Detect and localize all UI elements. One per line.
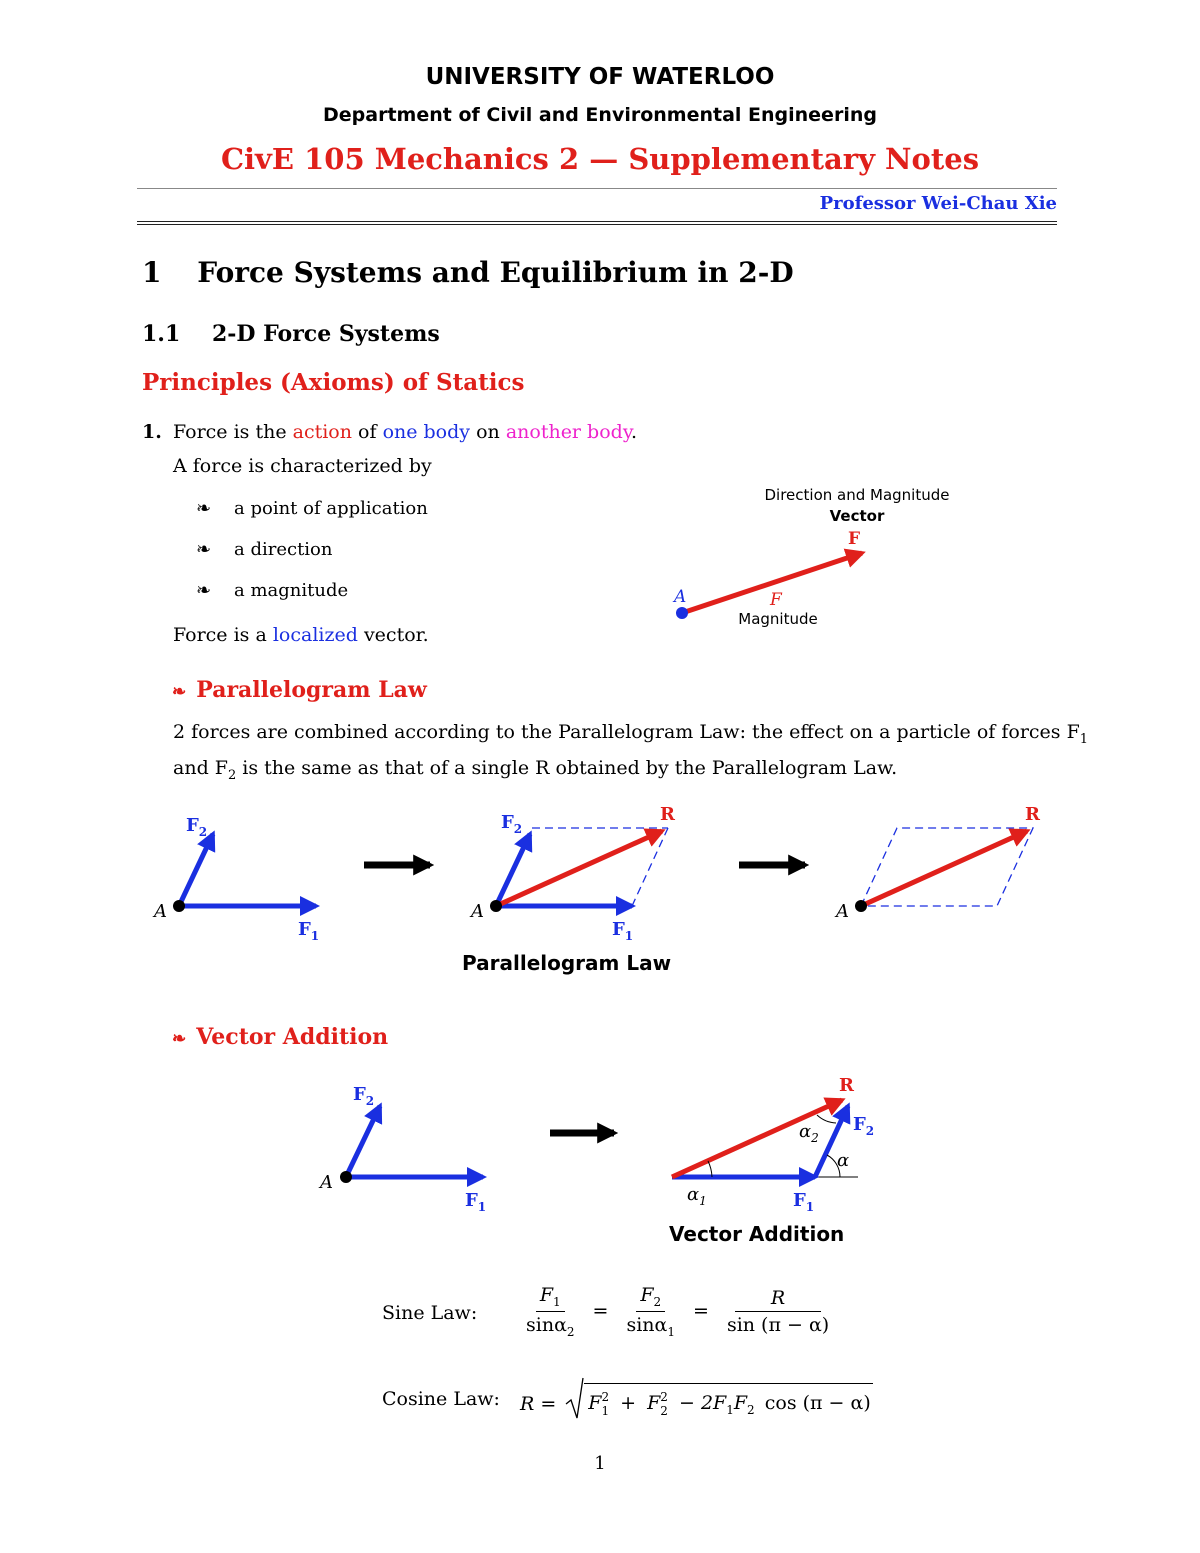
subscript: 1	[553, 1294, 561, 1309]
text-segment: vector.	[363, 624, 429, 646]
professor-name: Professor Wei-Chau Xie	[819, 193, 1057, 214]
f2-arrow	[346, 1106, 380, 1177]
resultant-label: R	[660, 804, 675, 825]
symbol: F	[640, 1284, 654, 1306]
subscript: 1	[477, 1200, 487, 1214]
denominator	[522, 1312, 579, 1339]
chapter-heading	[142, 256, 794, 289]
direction-label: Direction and Magnitude	[764, 486, 950, 504]
parallelogram-text-line1	[173, 721, 1088, 747]
lhs: R =	[520, 1393, 557, 1415]
f1-label	[612, 919, 633, 943]
magnitude-label: Magnitude	[738, 610, 818, 628]
subscript: 1	[1079, 731, 1089, 747]
course-title: CivE 105 Mechanics 2 — Supplementary Notes	[220, 142, 980, 176]
point-a	[340, 1171, 352, 1183]
numerator	[636, 1284, 665, 1312]
text-segment: on	[476, 421, 500, 443]
triangle-diagram	[672, 1075, 874, 1214]
text-segment: and F	[173, 757, 228, 779]
floral-heart-icon: ❧	[196, 539, 212, 560]
subscript: 2	[365, 1094, 375, 1108]
numerator: R	[735, 1287, 821, 1312]
vector-addition-caption: Vector Addition	[669, 1222, 845, 1246]
sine-law-equation	[516, 1284, 839, 1339]
symbol: sinα	[626, 1313, 668, 1336]
parallelogram-heading-text: Parallelogram Law	[196, 677, 427, 703]
header-rule-2	[137, 224, 1057, 225]
equals-sign: =	[592, 1300, 609, 1323]
symbol: F	[733, 1391, 748, 1414]
f-letter: F	[853, 1114, 866, 1135]
fraction	[723, 1287, 833, 1336]
vector-label: Vector	[829, 507, 885, 525]
superscript: 2	[601, 1389, 610, 1404]
subscript: 1	[624, 929, 634, 943]
chapter-number: 1	[142, 256, 162, 289]
equals-sign: =	[693, 1300, 709, 1323]
force-magnitude-label: F	[770, 590, 782, 610]
resultant-label: R	[1025, 804, 1040, 825]
denominator	[622, 1312, 679, 1339]
section-title: 2-D Force Systems	[211, 321, 440, 347]
f-letter: F	[353, 1084, 366, 1105]
action-word: action	[292, 421, 352, 443]
sine-law-label: Sine Law:	[382, 1302, 478, 1324]
subscript: 1	[805, 1200, 815, 1214]
floral-heart-icon: ❧	[196, 580, 212, 601]
f-letter: F	[298, 919, 311, 940]
point-a-label: A	[320, 1172, 333, 1193]
one-body-word: one body	[382, 421, 471, 443]
subscript: 2	[566, 1324, 575, 1339]
radicand	[584, 1383, 872, 1418]
text-segment: Force is a	[173, 624, 267, 646]
cosine-law-equation	[520, 1372, 873, 1422]
point-a-label: A	[836, 901, 849, 922]
f1-label	[465, 1190, 486, 1214]
point-a-label: A	[471, 901, 484, 922]
f1-label	[298, 919, 319, 943]
chapter-title: Force Systems and Equilibrium in 2-D	[197, 256, 794, 289]
item-number: 1.	[142, 421, 162, 443]
numerator	[536, 1284, 565, 1312]
subscript: 2	[865, 1124, 875, 1138]
symbol: sinα	[526, 1313, 567, 1336]
vector-addition-heading-text: Vector Addition	[196, 1024, 389, 1050]
f2-label	[501, 812, 522, 836]
subscript: 2	[660, 1403, 668, 1418]
f-letter: F	[793, 1190, 806, 1211]
subscript: 2	[653, 1294, 662, 1309]
department-title: Department of Civil and Environmental Engineering	[323, 104, 877, 126]
floral-heart-icon: ❧	[196, 498, 212, 519]
vector-figure	[660, 480, 990, 640]
cos-term: cos (π − α)	[764, 1391, 871, 1414]
resultant-arrow	[861, 831, 1027, 906]
parallelogram-diagram	[469, 804, 676, 943]
superscript: 2	[660, 1389, 668, 1404]
subscript: 1	[601, 1403, 610, 1418]
f2-label	[853, 1114, 874, 1138]
alpha-letter: α	[687, 1184, 700, 1205]
symbol: F	[588, 1391, 602, 1414]
bullet-text: a direction	[234, 539, 333, 560]
resultant-diagram	[834, 804, 1041, 922]
alpha1-label	[687, 1184, 707, 1208]
text-segment: 2 forces are combined according to the Parallelogram Law: the effect on a particle of forces F	[173, 721, 1080, 743]
forces-diagram	[318, 1084, 486, 1214]
resultant-label: R	[839, 1075, 854, 1096]
list-item	[196, 539, 428, 580]
text-segment: Force is the	[173, 421, 287, 443]
fraction	[522, 1284, 579, 1339]
parallelogram-caption: Parallelogram Law	[462, 951, 672, 975]
section-number: 1.1	[142, 321, 181, 347]
f-letter: F	[501, 812, 514, 833]
subscript: 2	[811, 1131, 819, 1145]
subscript: 2	[198, 825, 208, 839]
list-item	[196, 580, 428, 621]
fraction	[622, 1284, 679, 1339]
parallelogram-heading	[172, 677, 427, 703]
vector-addition-figure	[310, 1070, 890, 1220]
symbol: − 2F	[678, 1391, 727, 1414]
subsection-heading: Principles (Axioms) of Statics	[142, 369, 525, 396]
symbol: F	[647, 1391, 661, 1414]
subscript: 2	[747, 1402, 755, 1417]
localized-vector-text	[173, 624, 429, 646]
subscript: 1	[667, 1324, 676, 1339]
f2-arrow	[179, 834, 213, 906]
vector-addition-heading	[172, 1024, 388, 1050]
resultant-arrow	[496, 831, 662, 906]
alpha-letter: α	[799, 1121, 812, 1142]
floral-heart-icon: ❧	[172, 1029, 187, 1049]
parallelogram-text-line2	[173, 757, 897, 783]
symbol: F	[539, 1284, 554, 1306]
characterized-text: A force is characterized by	[173, 455, 432, 477]
subscript: 1	[699, 1194, 707, 1208]
parallelogram-figure	[140, 795, 1060, 945]
section-heading	[142, 321, 440, 347]
page-number: 1	[594, 1453, 606, 1474]
header-rule-1	[137, 221, 1057, 222]
university-title: UNIVERSITY OF WATERLOO	[425, 64, 775, 90]
force-vector-label: F	[848, 529, 861, 549]
f-letter: F	[612, 919, 625, 940]
f-letter: F	[186, 815, 199, 836]
text-segment: .	[631, 421, 638, 443]
alpha2-label	[799, 1121, 819, 1145]
point-a-label: A	[154, 901, 167, 922]
subscript: 2	[513, 822, 523, 836]
f1-label	[793, 1190, 814, 1214]
plus-sign: +	[620, 1391, 637, 1414]
text-segment: of	[358, 421, 377, 443]
text-segment: is the same as that of a single R obtained by the Parallelogram Law.	[242, 757, 898, 779]
angle-arc	[817, 1115, 836, 1123]
localized-word: localized	[272, 624, 358, 646]
radical-sign	[564, 1376, 584, 1422]
forces-diagram	[152, 815, 319, 943]
cosine-law-label: Cosine Law:	[382, 1388, 500, 1410]
subscript: 2	[227, 767, 237, 783]
bullet-list	[196, 498, 428, 621]
point-a	[490, 900, 502, 912]
subscript: 1	[310, 929, 320, 943]
floral-heart-icon: ❧	[172, 682, 187, 702]
force-definition	[173, 421, 637, 443]
point-a	[173, 900, 185, 912]
list-item	[196, 498, 428, 539]
alpha-label: α	[837, 1150, 850, 1171]
bullet-text: a magnitude	[234, 580, 349, 601]
bullet-text: a point of application	[234, 498, 428, 519]
f-letter: F	[465, 1190, 478, 1211]
f2-label	[353, 1084, 374, 1108]
f2-label	[186, 815, 207, 839]
subscript: 1	[726, 1402, 734, 1417]
point-a	[855, 900, 867, 912]
point-a-label: A	[674, 587, 687, 607]
another-body-word: another body	[505, 421, 632, 443]
point-of-application	[676, 607, 688, 619]
denominator: sin (π − α)	[726, 1313, 830, 1336]
header-rule-top	[137, 188, 1057, 189]
